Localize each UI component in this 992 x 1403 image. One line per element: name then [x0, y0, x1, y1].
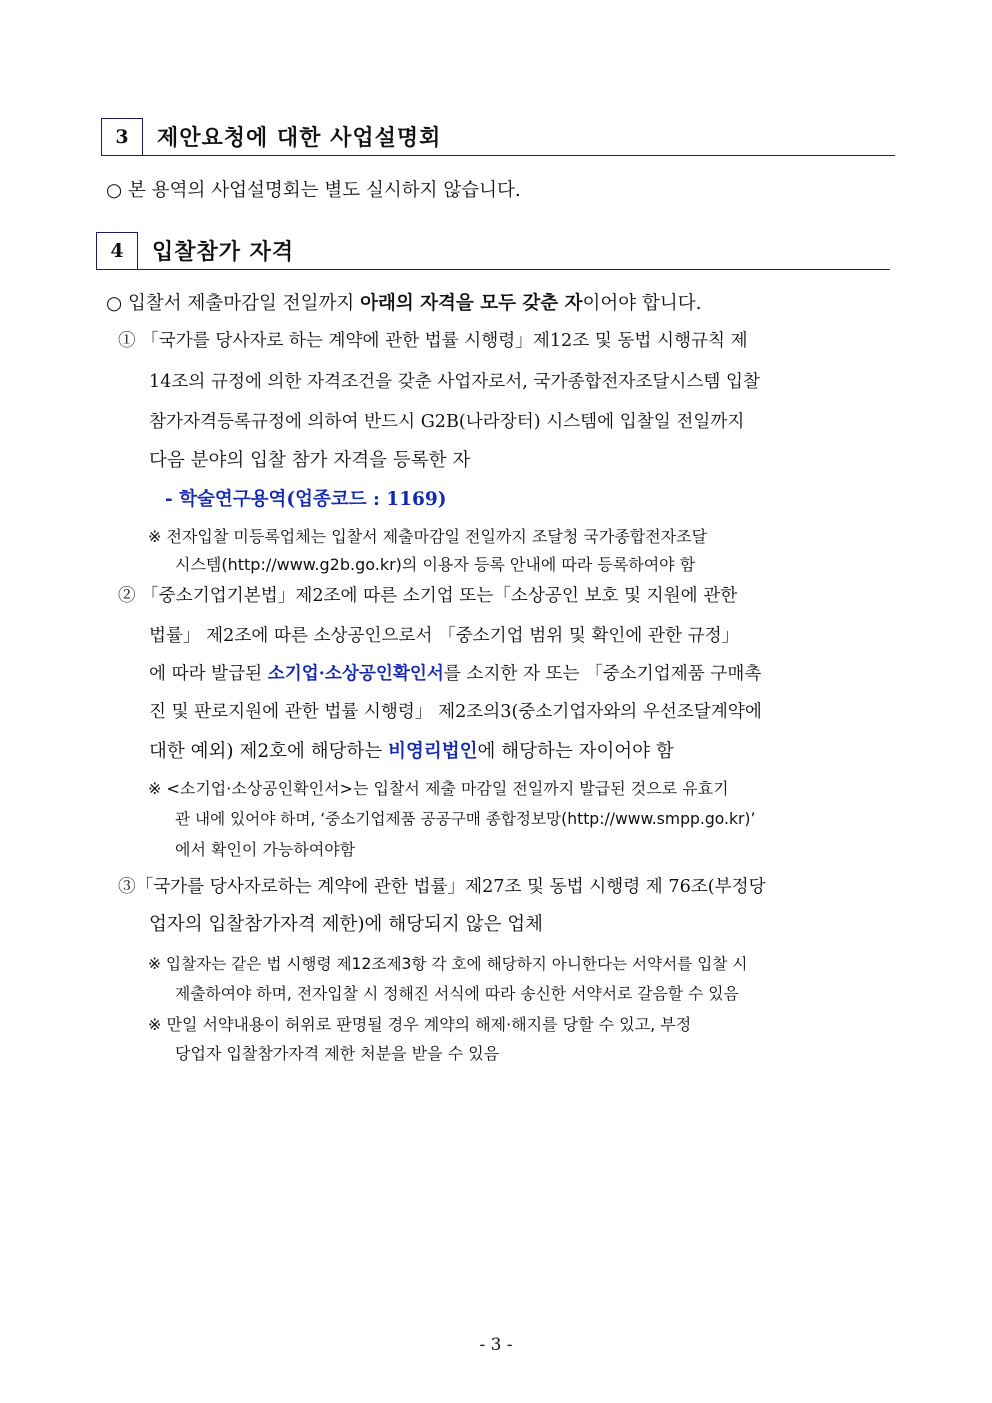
item3-line1: ③「국가를 당사자로하는 계약에 관한 법률」제27조 및 동법 시행령 제 76조(부정당: [118, 877, 766, 897]
section-3-header: [101, 118, 895, 156]
section-4-header: [96, 232, 890, 270]
item1-note-line1: ※ 전자입찰 미등록업체는 입찰서 제출마감일 전일까지 조달청 국가종합전자조달: [148, 527, 708, 546]
section-4-title: 입찰참가 자격: [138, 232, 890, 270]
small-business-certificate: 소기업·소상공인확인서: [267, 663, 444, 684]
item3-note-line3: ※ 만일 서약내용이 허위로 판명될 경우 계약의 해제·해지를 당할 수 있고, 부정: [148, 1015, 692, 1034]
item2-line3: [149, 660, 761, 685]
item2-line3-b: 를 소지한 자 또는 「중소기업제품 구매촉: [443, 664, 762, 684]
item2-line4: 진 및 판로지원에 관한 법률 시행령」 제2조의3(중소기업자와의 우선조달계약에: [149, 702, 762, 722]
intro-prefix: ○ 입찰서 제출마감일 전일까지: [106, 293, 361, 314]
item2-note-line2: 관 내에 있어야 하며, ‘중소기업제품 공공구매 종합정보망(http://www.smpp.go.kr)’: [175, 810, 756, 828]
item1-sub: - 학술연구용역(업종코드 : 1169): [165, 489, 447, 510]
section-3-number: 3: [101, 118, 143, 156]
item2-line5-b: 에 해당하는 자이어야 함: [477, 741, 674, 762]
item2-note-line3: 에서 확인이 가능하여야함: [175, 840, 356, 859]
item2-line2: 법률」 제2조에 따른 소상공인으로서 「중소기업 범위 및 확인에 관한 규정」: [149, 626, 740, 646]
item2-line5: [149, 737, 674, 763]
item3-line2: 업자의 입찰참가자격 제한)에 해당되지 않은 업체: [149, 914, 544, 935]
item2-note-line1: ※ <소기업·소상공인확인서>는 입찰서 제출 마감일 전일까지 발급된 것으로 유효기: [148, 779, 729, 798]
item3-note-line2: 제출하여야 하며, 전자입찰 시 정해진 서식에 따라 송신한 서약서로 갈음할 수 있음: [175, 984, 739, 1003]
item2-line5-a: 대한 예외) 제2호에 해당하는: [149, 741, 389, 762]
item3-note-line1: ※ 입찰자는 같은 법 시행령 제12조제3항 각 호에 해당하지 아니한다는 서약서를 입찰 시: [148, 955, 748, 973]
item1-line2: 14조의 규정에 의한 자격조건을 갖춘 사업자로서, 국가종합전자조달시스템 입찰: [149, 372, 760, 392]
item1-line4: 다음 분야의 입찰 참가 자격을 등록한 자: [149, 450, 471, 471]
section-3-title: 제안요청에 대한 사업설명회: [143, 118, 895, 156]
item1-line1: ① 「국가를 당사자로 하는 계약에 관한 법률 시행령」제12조 및 동법 시행규칙 제: [118, 331, 748, 351]
section-3-bullet: ○ 본 용역의 사업설명회는 별도 실시하지 않습니다.: [106, 180, 521, 201]
section-4-intro: [106, 289, 701, 315]
item1-line3: 참가자격등록규정에 의하여 반드시 G2B(나라장터) 시스템에 입찰일 전일까지: [149, 412, 745, 432]
item2-line3-a: 에 따라 발급된: [149, 664, 268, 684]
page-number: - 3 -: [479, 1335, 513, 1355]
intro-bold: 아래의 자격을 모두 갖춘 자: [360, 293, 583, 314]
non-profit-corporation: 비영리법인: [388, 741, 478, 762]
section-4-number: 4: [96, 232, 138, 270]
intro-suffix: 이어야 합니다.: [582, 293, 702, 314]
item3-note-line4: 당업자 입찰참가자격 제한 처분을 받을 수 있음: [175, 1044, 500, 1063]
item2-line1: ② 「중소기업기본법」제2조에 따른 소기업 또는「소상공인 보호 및 지원에 관한: [118, 586, 738, 606]
item1-note-line2: 시스템(http://www.g2b.go.kr)의 이용자 등록 안내에 따라 등록하여야 함: [175, 555, 696, 574]
